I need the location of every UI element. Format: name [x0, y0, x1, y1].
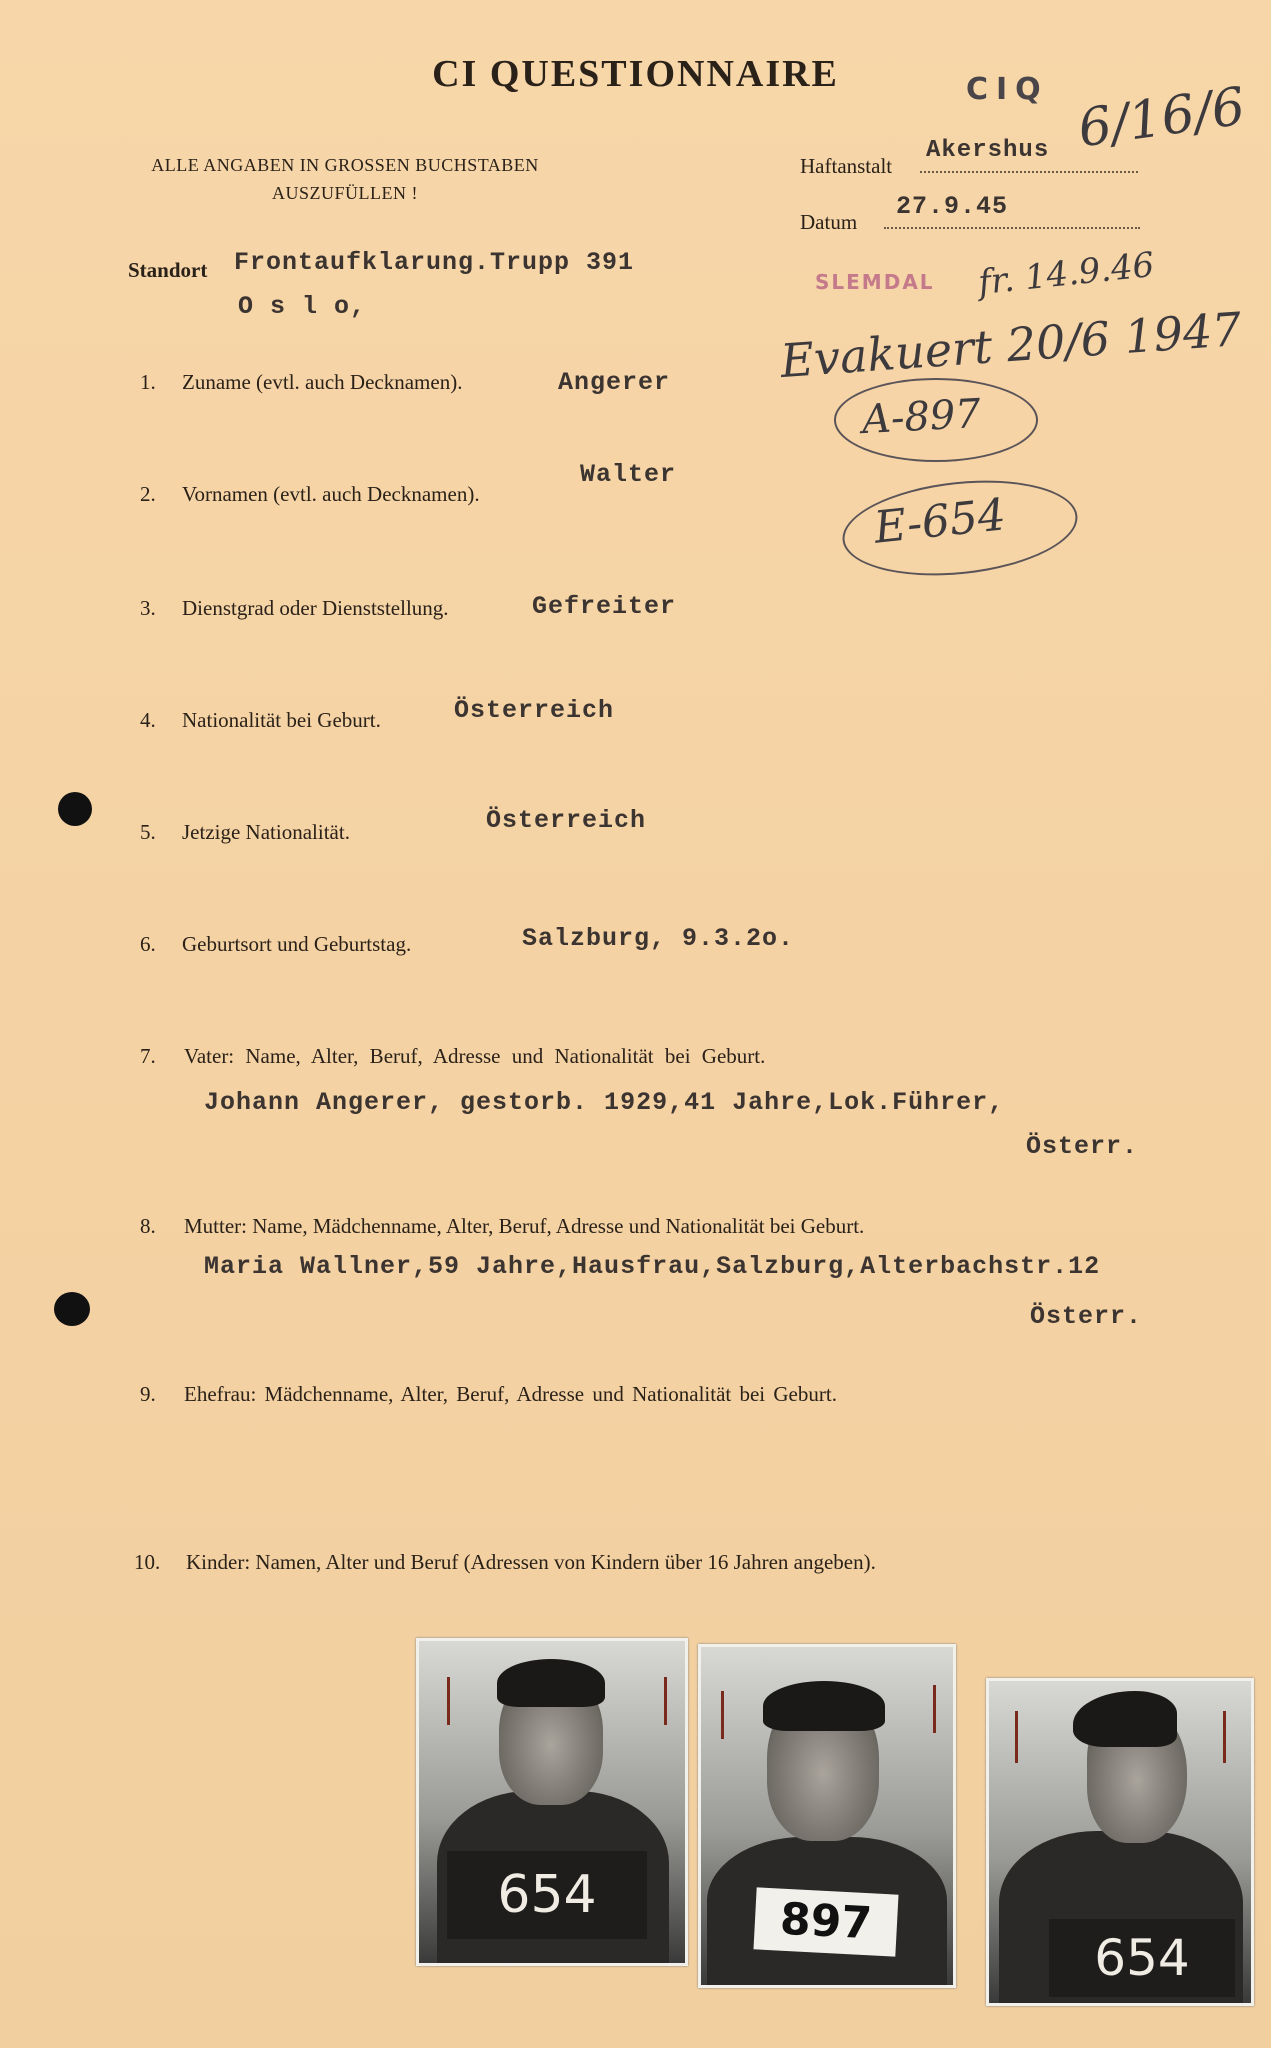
- q8-number: 8.: [140, 1214, 156, 1238]
- mugshot-photo-front: [698, 1644, 956, 1988]
- date-value: 27.9.45: [896, 192, 1009, 221]
- q7-value-line-2: Österr.: [1026, 1132, 1139, 1161]
- circled-a-number: A-897: [860, 390, 982, 444]
- evacuated-handwritten-note: Evakuert 20/6 1947: [778, 301, 1244, 389]
- instruction-line-1: ALLE ANGABEN IN GROSSEN BUCHSTABEN: [151, 155, 539, 175]
- q3-number: 3.: [140, 596, 156, 620]
- q5-value: Österreich: [486, 806, 647, 835]
- q6-label: Geburtsort und Geburtstag.: [182, 932, 412, 956]
- q7-value-line-1: Johann Angerer, gestorb. 1929,41 Jahre,Lok.Führer,: [204, 1088, 1005, 1117]
- q5-label: Jetzige Nationalität.: [182, 820, 350, 844]
- q6-value: Salzburg, 9.3.2o.: [522, 924, 795, 953]
- q2-number: 2.: [140, 482, 156, 506]
- q4-label: Nationalität bei Geburt.: [182, 708, 381, 732]
- ciq-stamp: CIQ: [966, 72, 1049, 107]
- file-reference-handwritten: 6/16/6: [1074, 76, 1249, 160]
- q8-value-line-2: Österr.: [1030, 1302, 1143, 1331]
- q3-label: Dienstgrad oder Dienststellung.: [182, 596, 449, 620]
- mugshot-photo-front-smiling: [416, 1638, 688, 1966]
- prison-dotted-line: [920, 171, 1138, 173]
- station-value-line-2: O s l o,: [238, 292, 367, 321]
- q8-label: Mutter: Name, Mädchenname, Alter, Beruf, Adresse und Nationalität bei Geburt.: [184, 1214, 865, 1238]
- q1-number: 1.: [140, 370, 156, 394]
- q4-number: 4.: [140, 708, 156, 732]
- q2-label: Vornamen (evtl. auch Decknamen).: [182, 482, 480, 506]
- instruction-line-2: AUSZUFÜLLEN !: [272, 183, 418, 203]
- q7-label: Vater: Name, Alter, Beruf, Adresse und Nationalität bei Geburt.: [184, 1044, 766, 1068]
- q9-label: Ehefrau: Mädchenname, Alter, Beruf, Adresse und Nationalität bei Geburt.: [184, 1382, 837, 1406]
- q8-value-line-1: Maria Wallner,59 Jahre,Hausfrau,Salzburg,Alterbachstr.12: [204, 1252, 1101, 1281]
- q5-number: 5.: [140, 820, 156, 844]
- q4-value: Österreich: [454, 696, 615, 725]
- date-label: Datum: [800, 210, 858, 234]
- q1-label: Zuname (evtl. auch Decknamen).: [182, 370, 463, 394]
- prison-value: Akershus: [926, 137, 1050, 164]
- photo-1-number-sign: 654: [447, 1851, 647, 1939]
- q10-number: 10.: [134, 1550, 161, 1574]
- punch-hole-lower: [54, 1292, 90, 1326]
- q10-label: Kinder: Namen, Alter und Beruf (Adressen von Kindern über 16 Jahren angeben).: [186, 1550, 876, 1574]
- slemdal-stamp: SLEMDAL: [815, 270, 935, 294]
- circled-e-number: E-654: [871, 489, 1009, 554]
- q6-number: 6.: [140, 932, 156, 956]
- station-label: Standort: [128, 258, 208, 282]
- q3-value: Gefreiter: [532, 592, 677, 621]
- slemdal-handwritten-note: fr. 14.9.46: [976, 244, 1157, 304]
- punch-hole-upper: [58, 792, 92, 826]
- photo-2-number-sign: 897: [753, 1887, 898, 1956]
- q1-value: Angerer: [558, 368, 671, 397]
- prison-label: Haftanstalt: [800, 154, 893, 178]
- mugshot-photo-profile: [986, 1678, 1254, 2006]
- photo-3-number-sign: 654: [1049, 1919, 1235, 1997]
- station-value-line-1: Frontaufklarung.Trupp 391: [234, 248, 635, 277]
- q2-value: Walter: [580, 460, 677, 489]
- document-title: CI QUESTIONNAIRE: [432, 53, 839, 95]
- q9-number: 9.: [140, 1382, 156, 1406]
- date-dotted-line: [884, 227, 1140, 229]
- q7-number: 7.: [140, 1044, 156, 1068]
